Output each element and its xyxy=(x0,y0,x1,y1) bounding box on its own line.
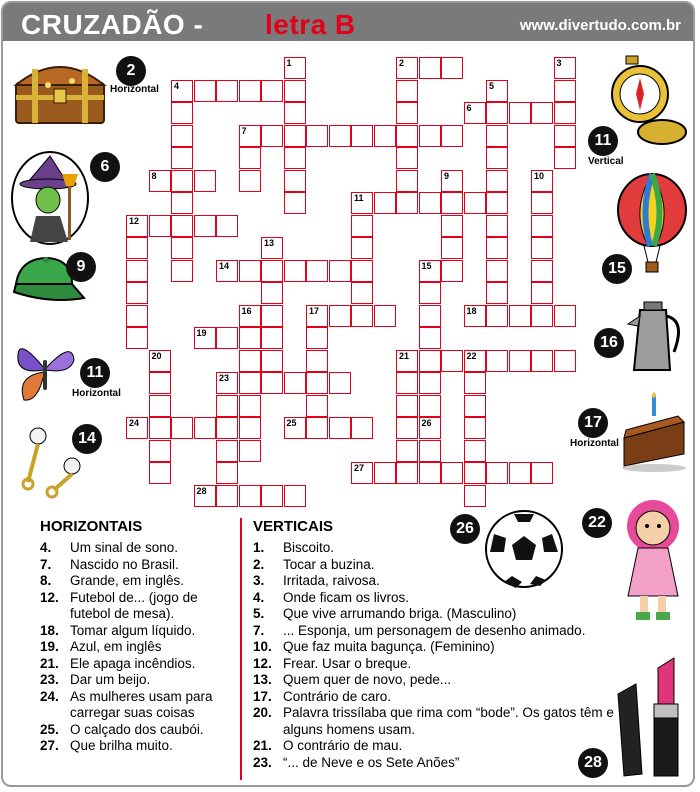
crossword-cell[interactable] xyxy=(194,80,216,102)
crossword-cell[interactable] xyxy=(486,147,508,169)
crossword-cell[interactable] xyxy=(441,215,463,237)
crossword-cell[interactable] xyxy=(486,215,508,237)
crossword-cell[interactable] xyxy=(441,57,463,79)
clue-item xyxy=(253,755,633,772)
cell-number: 5 xyxy=(489,80,495,91)
clue-item xyxy=(253,738,633,755)
crossword-cell[interactable] xyxy=(351,237,373,259)
crossword-cell[interactable] xyxy=(374,125,396,147)
crossword-cell[interactable] xyxy=(261,350,283,372)
crossword-cell[interactable] xyxy=(396,170,418,192)
crossword-cell[interactable] xyxy=(284,372,306,394)
header-bar xyxy=(3,3,693,41)
cell-number: 8 xyxy=(151,170,157,181)
clue-item xyxy=(40,738,234,755)
crossword-cell[interactable] xyxy=(486,462,508,484)
crossword-cell[interactable] xyxy=(396,395,418,417)
crossword-cell[interactable] xyxy=(149,462,171,484)
crossword-cell[interactable] xyxy=(126,305,148,327)
cell-number: 10 xyxy=(534,170,545,181)
clue-item xyxy=(253,557,633,574)
verticais-title: VERTICAIS xyxy=(253,518,334,535)
cell-number: 6 xyxy=(466,103,472,113)
cell-number: 3 xyxy=(556,58,562,68)
crossword-cell[interactable] xyxy=(531,237,553,259)
crossword-cell[interactable] xyxy=(419,125,441,147)
crossword-cell[interactable] xyxy=(464,192,486,214)
crossword-cell[interactable] xyxy=(531,305,553,327)
cell-number: 22 xyxy=(466,350,477,361)
crossword-cell[interactable] xyxy=(171,192,193,214)
crossword-cell[interactable] xyxy=(261,282,283,304)
site-url[interactable]: www.divertudo.com.br xyxy=(519,17,681,34)
crossword-cell[interactable] xyxy=(531,462,553,484)
crossword-cell[interactable] xyxy=(396,417,418,439)
compass-icon xyxy=(606,52,688,148)
clue-number: 3. xyxy=(253,573,265,588)
crossword-cell[interactable] xyxy=(374,462,396,484)
clue-text: Grande, em inglês. xyxy=(70,573,185,588)
crossword-cell[interactable] xyxy=(329,125,351,147)
crossword-cell[interactable] xyxy=(396,440,418,462)
crossword-cell[interactable] xyxy=(306,260,328,282)
cell-number: 28 xyxy=(196,485,207,496)
crossword-cell[interactable] xyxy=(284,102,306,124)
crossword-cell[interactable] xyxy=(194,170,216,192)
crossword-cell[interactable] xyxy=(441,260,463,282)
crossword-cell[interactable] xyxy=(171,237,193,259)
crossword-cell[interactable] xyxy=(419,192,441,214)
clue-item xyxy=(253,540,633,557)
crossword-cell[interactable] xyxy=(464,462,486,484)
clue-text: Nascido no Brasil. xyxy=(70,556,179,572)
badge-kettle: 16 xyxy=(594,328,624,358)
verticais-list xyxy=(253,540,633,771)
clue-text: Ele apaga incêndios. xyxy=(70,655,196,671)
clue-text: Irritada, raivosa. xyxy=(283,573,380,588)
crossword-cell[interactable] xyxy=(284,80,306,102)
crossword-cell[interactable] xyxy=(419,327,441,349)
clue-text: O calçado dos caubói. xyxy=(70,721,204,737)
horizontais-title: HORIZONTAIS xyxy=(40,518,143,535)
clue-item xyxy=(253,689,633,706)
clue-number: 4. xyxy=(253,589,265,605)
clue-item xyxy=(40,540,234,557)
crossword-cell[interactable] xyxy=(351,260,373,282)
title-letter: letra B xyxy=(265,9,356,40)
crossword-cell[interactable] xyxy=(306,395,328,417)
badge-compass: 11 xyxy=(588,126,618,156)
crossword-cell[interactable] xyxy=(531,260,553,282)
clue-text: Onde ficam os livros. xyxy=(283,589,410,605)
cell-number: 20 xyxy=(151,350,162,361)
crossword-cell[interactable] xyxy=(419,57,441,79)
crossword-cell[interactable] xyxy=(396,372,418,394)
crossword-cell[interactable] xyxy=(284,485,306,507)
crossword-cell[interactable] xyxy=(149,417,171,439)
crossword-cell[interactable] xyxy=(171,102,193,124)
clue-item xyxy=(40,573,234,590)
clue-item xyxy=(253,672,633,689)
crossword-cell[interactable] xyxy=(531,215,553,237)
clue-text: As mulheres usam para carregar suas coisas xyxy=(70,688,213,720)
clue-item xyxy=(40,722,234,739)
crossword-cell[interactable] xyxy=(531,102,553,124)
clue-number: 7. xyxy=(40,556,52,572)
crossword-cell[interactable] xyxy=(441,125,463,147)
crossword-cell[interactable] xyxy=(239,147,261,169)
clue-number: 13. xyxy=(253,672,272,687)
clue-number: 25. xyxy=(40,721,59,737)
cell-number: 1 xyxy=(286,58,292,68)
crossword-cell[interactable] xyxy=(239,440,261,462)
clue-text: Frear. Usar o breque. xyxy=(283,655,412,671)
crossword-cell[interactable] xyxy=(396,192,418,214)
crossword-cell[interactable] xyxy=(329,305,351,327)
crossword-cell[interactable] xyxy=(284,125,306,147)
verticais-section xyxy=(253,518,633,771)
crossword-cell[interactable] xyxy=(419,440,441,462)
crossword-cell[interactable] xyxy=(126,282,148,304)
page-title: CRUZADÃO - xyxy=(21,9,204,40)
clue-text: ... Esponja, um personagem de desenho animado. xyxy=(283,622,586,638)
crossword-cell[interactable] xyxy=(239,485,261,507)
crossword-cell[interactable] xyxy=(216,485,238,507)
clue-number: 5. xyxy=(253,606,265,621)
crossword-cell[interactable] xyxy=(171,147,193,169)
cell-number: 16 xyxy=(241,305,252,316)
crossword-cell[interactable] xyxy=(149,215,171,237)
crossword-cell[interactable] xyxy=(374,305,396,327)
crossword-cell[interactable] xyxy=(464,440,486,462)
crossword-cell[interactable] xyxy=(374,192,396,214)
clue-number: 19. xyxy=(40,639,59,654)
clue-number: 27. xyxy=(40,738,59,753)
clue-item xyxy=(253,606,633,623)
crossword-cell[interactable] xyxy=(396,102,418,124)
cell-number: 13 xyxy=(264,238,275,248)
crossword-cell[interactable] xyxy=(486,192,508,214)
crossword-cell[interactable] xyxy=(419,395,441,417)
badge-lipstick: 28 xyxy=(578,748,608,778)
cell-number: 14 xyxy=(219,260,230,271)
cell-number: 23 xyxy=(219,373,230,383)
badge-witch: 6 xyxy=(90,152,120,182)
clue-number: 20. xyxy=(253,705,272,720)
cell-number: 12 xyxy=(129,215,140,226)
witch-icon xyxy=(10,150,90,246)
cell-number: 7 xyxy=(241,125,247,136)
clue-text: Dar um beijo. xyxy=(70,672,151,687)
clue-number: 23. xyxy=(40,672,59,687)
clue-text: O contrário de mau. xyxy=(283,738,403,753)
crossword-cell[interactable] xyxy=(261,372,283,394)
crossword-cell[interactable] xyxy=(171,125,193,147)
crossword-cell[interactable] xyxy=(284,147,306,169)
crossword-cell[interactable] xyxy=(284,170,306,192)
crossword-cell[interactable] xyxy=(239,170,261,192)
cell-number: 26 xyxy=(421,418,432,428)
horizontais-section xyxy=(40,518,234,755)
crossword-cell[interactable] xyxy=(194,215,216,237)
crossword-cell[interactable] xyxy=(554,350,576,372)
crossword-cell[interactable] xyxy=(261,305,283,327)
crossword-cell[interactable] xyxy=(126,327,148,349)
crossword-cell[interactable] xyxy=(486,102,508,124)
butterfly-icon xyxy=(10,330,80,406)
crossword-cell[interactable] xyxy=(239,395,261,417)
badge-ball: 26 xyxy=(450,514,480,544)
crossword-cell[interactable] xyxy=(419,282,441,304)
crossword-cell[interactable] xyxy=(239,80,261,102)
crossword-cell[interactable] xyxy=(126,260,148,282)
column-divider xyxy=(240,518,242,780)
crossword-cell[interactable] xyxy=(351,282,373,304)
clue-item xyxy=(40,656,234,673)
clue-text: Contrário de caro. xyxy=(283,688,392,704)
crossword-cell[interactable] xyxy=(419,305,441,327)
clue-text: Que faz muita bagunça. (Feminino) xyxy=(283,639,495,654)
crossword-cell[interactable] xyxy=(261,260,283,282)
clue-item xyxy=(253,590,633,607)
cell-number: 19 xyxy=(196,328,207,338)
crossword-cell[interactable] xyxy=(216,215,238,237)
clue-number: 18. xyxy=(40,622,59,638)
crossword-cell[interactable] xyxy=(509,305,531,327)
crossword-cell[interactable] xyxy=(306,125,328,147)
crossword-cell[interactable] xyxy=(486,350,508,372)
crossword-cell[interactable] xyxy=(486,260,508,282)
crossword-cell[interactable] xyxy=(486,282,508,304)
crossword-cell[interactable] xyxy=(396,80,418,102)
crossword-cell[interactable] xyxy=(194,417,216,439)
clue-number: 2. xyxy=(253,556,265,572)
crossword-cell[interactable] xyxy=(351,125,373,147)
clue-text: Tocar a buzina. xyxy=(283,556,375,572)
crossword-cell[interactable] xyxy=(171,417,193,439)
crossword-cell[interactable] xyxy=(351,417,373,439)
clue-item xyxy=(253,623,633,640)
crossword-cell[interactable] xyxy=(306,327,328,349)
crossword-cell[interactable] xyxy=(126,237,148,259)
clue-item xyxy=(40,689,234,722)
crossword-cell[interactable] xyxy=(441,350,463,372)
crossword-cell[interactable] xyxy=(216,327,238,349)
clue-number: 21. xyxy=(253,738,272,753)
crossword-cell[interactable] xyxy=(509,462,531,484)
clue-number: 10. xyxy=(253,639,272,654)
crossword-cell[interactable] xyxy=(554,125,576,147)
clue-text: “... de Neve e os Sete Anões” xyxy=(283,754,460,770)
crossword-cell[interactable] xyxy=(464,395,486,417)
crossword-cell[interactable] xyxy=(509,350,531,372)
crossword-cell[interactable] xyxy=(284,192,306,214)
cell-number: 24 xyxy=(129,418,140,428)
crossword-cell[interactable] xyxy=(239,327,261,349)
crossword-cell[interactable] xyxy=(216,462,238,484)
cell-number: 27 xyxy=(354,463,365,473)
cell-number: 21 xyxy=(399,350,410,361)
clue-text: Palavra trissílaba que rima com “bode”. Os gatos têm e alguns homens usam. xyxy=(283,705,614,737)
crossword-cell[interactable] xyxy=(171,215,193,237)
clue-item xyxy=(40,672,234,689)
clue-number: 8. xyxy=(40,573,52,588)
crossword-cell[interactable] xyxy=(396,125,418,147)
cake-icon xyxy=(620,392,690,472)
crossword-cell[interactable] xyxy=(419,462,441,484)
crossword-cell[interactable] xyxy=(396,462,418,484)
clue-text: Azul, em inglês xyxy=(70,639,162,654)
crossword-cell[interactable] xyxy=(239,372,261,394)
crossword-cell[interactable] xyxy=(216,440,238,462)
clue-item xyxy=(253,639,633,656)
clue-item xyxy=(40,639,234,656)
clue-item xyxy=(253,573,633,590)
cell-number: 4 xyxy=(174,80,180,91)
crossword-cell[interactable] xyxy=(216,395,238,417)
crossword-cell[interactable] xyxy=(486,125,508,147)
clue-item xyxy=(253,705,633,738)
crossword-cell[interactable] xyxy=(464,372,486,394)
crossword-cell[interactable] xyxy=(171,260,193,282)
crossword-cell[interactable] xyxy=(239,260,261,282)
badge-earrings: 14 xyxy=(72,424,102,454)
crossword-cell[interactable] xyxy=(351,215,373,237)
clue-item xyxy=(40,623,234,640)
clue-item xyxy=(253,656,633,673)
crossword-cell[interactable] xyxy=(531,282,553,304)
crossword-cell[interactable] xyxy=(329,260,351,282)
crossword-cell[interactable] xyxy=(531,350,553,372)
crossword-cell[interactable] xyxy=(554,147,576,169)
cell-number: 9 xyxy=(444,170,450,181)
crossword-cell[interactable] xyxy=(554,102,576,124)
crossword-cell[interactable] xyxy=(329,372,351,394)
crossword-cell[interactable] xyxy=(306,350,328,372)
clue-number: 12. xyxy=(253,655,272,671)
crossword-cell[interactable] xyxy=(261,80,283,102)
crossword-cell[interactable] xyxy=(554,305,576,327)
badge-chest-direction: Horizontal xyxy=(110,84,159,95)
crossword-cell[interactable] xyxy=(261,125,283,147)
clue-number: 1. xyxy=(253,540,265,555)
cell-number: 18 xyxy=(466,305,477,316)
clue-text: Biscoito. xyxy=(283,540,335,555)
crossword-cell[interactable] xyxy=(306,372,328,394)
clue-number: 24. xyxy=(40,688,59,704)
clue-text: Quem quer de novo, pede... xyxy=(283,672,452,687)
crossword-cell[interactable] xyxy=(239,417,261,439)
crossword-cell[interactable] xyxy=(149,372,171,394)
crossword-cell[interactable] xyxy=(396,147,418,169)
crossword-cell[interactable] xyxy=(441,237,463,259)
crossword-cell[interactable] xyxy=(486,305,508,327)
crossword-cell[interactable] xyxy=(329,417,351,439)
crossword-cell[interactable] xyxy=(486,237,508,259)
clue-number: 21. xyxy=(40,655,59,671)
cell-number: 2 xyxy=(399,58,405,68)
crossword-cell[interactable] xyxy=(486,170,508,192)
badge-compass-direction: Vertical xyxy=(588,156,624,167)
cell-number: 11 xyxy=(354,193,364,203)
crossword-cell[interactable] xyxy=(531,192,553,214)
clue-text: Futebol de... (jogo de futebol de mesa). xyxy=(70,589,198,621)
clue-number: 17. xyxy=(253,688,272,704)
clue-text: Que brilha muito. xyxy=(70,738,173,753)
crossword-cell[interactable] xyxy=(441,462,463,484)
clue-item xyxy=(40,590,234,623)
cell-number: 17 xyxy=(309,305,320,316)
crossword-cell[interactable] xyxy=(171,170,193,192)
crossword-cell[interactable] xyxy=(464,417,486,439)
clue-item xyxy=(40,557,234,574)
crossword-cell[interactable] xyxy=(149,440,171,462)
crossword-cell[interactable] xyxy=(441,192,463,214)
cell-number: 25 xyxy=(286,418,297,428)
crossword-cell[interactable] xyxy=(284,260,306,282)
badge-doll: 22 xyxy=(582,508,612,538)
badge-cake-direction: Horizontal xyxy=(570,438,619,449)
clue-text: Que vive arrumando briga. (Masculino) xyxy=(283,606,517,621)
clue-text: Um sinal de sono. xyxy=(70,540,179,555)
clue-number: 12. xyxy=(40,589,59,605)
crossword-cell[interactable] xyxy=(149,395,171,417)
crossword-cell[interactable] xyxy=(351,305,373,327)
badge-butterfly-direction: Horizontal xyxy=(72,388,121,399)
clue-number: 23. xyxy=(253,754,272,770)
clue-text: Tomar algum líquido. xyxy=(70,622,196,638)
clue-number: 4. xyxy=(40,540,52,555)
horizontais-list xyxy=(40,540,234,755)
cell-number: 15 xyxy=(421,260,432,271)
badge-cake: 17 xyxy=(578,408,608,438)
treasure-chest-icon xyxy=(12,55,108,127)
crossword-cell[interactable] xyxy=(419,372,441,394)
badge-chest: 2 xyxy=(116,56,146,86)
crossword-cell[interactable] xyxy=(464,485,486,507)
badge-butterfly: 11 xyxy=(80,358,110,388)
badge-cap: 9 xyxy=(66,252,96,282)
crossword-cell[interactable] xyxy=(216,80,238,102)
crossword-cell[interactable] xyxy=(419,350,441,372)
crossword-cell[interactable] xyxy=(261,327,283,349)
crossword-cell[interactable] xyxy=(239,350,261,372)
crossword-cell[interactable] xyxy=(261,485,283,507)
badge-balloon: 15 xyxy=(602,254,632,284)
kettle-icon xyxy=(626,296,690,378)
crossword-cell[interactable] xyxy=(509,102,531,124)
crossword-cell[interactable] xyxy=(306,417,328,439)
clue-number: 7. xyxy=(253,622,265,638)
crossword-cell[interactable] xyxy=(216,417,238,439)
crossword-cell[interactable] xyxy=(554,80,576,102)
